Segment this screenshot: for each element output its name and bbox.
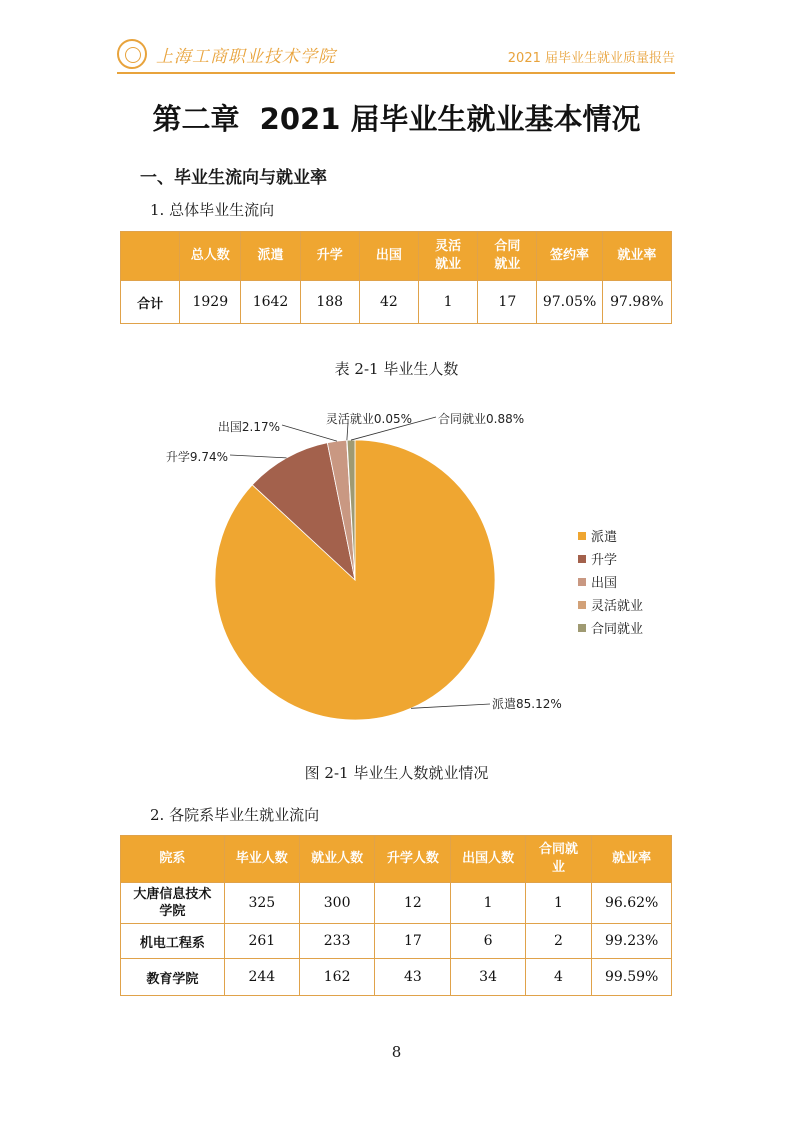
table-cell: 12: [375, 883, 451, 924]
table-caption: 表 2-1 毕业生人数: [334, 360, 459, 378]
table-cell: 教育学院: [121, 959, 225, 996]
header-cell: 就业率: [602, 232, 671, 281]
chapter-title: 第二章 2021 届毕业生就业基本情况: [152, 102, 641, 136]
table-row: [121, 281, 672, 324]
table-cell: 42: [359, 281, 418, 324]
legend-swatch: [578, 532, 586, 540]
header-cell: 就业率: [592, 836, 672, 883]
header-cell: 签约率: [537, 232, 602, 281]
table-cell: 99.59%: [592, 959, 672, 996]
table-cell: 1: [419, 281, 478, 324]
table-cell: 233: [299, 924, 374, 959]
table-cell: 96.62%: [592, 883, 672, 924]
legend-label: 出国: [591, 576, 618, 591]
overall-flow-table: [120, 231, 672, 324]
legend-swatch: [578, 555, 586, 563]
header-cell: 升学人数: [375, 836, 451, 883]
legend-swatch: [578, 578, 586, 586]
header-cell: [121, 232, 180, 281]
header-cell: 就业人数: [299, 836, 374, 883]
header-cell: 毕业人数: [224, 836, 299, 883]
table-cell: 2: [525, 924, 592, 959]
table-cell: 97.05%: [537, 281, 602, 324]
section-title: 一、毕业生流向与就业率: [140, 168, 327, 188]
legend-item: [578, 547, 643, 570]
table-cell: 机电工程系: [121, 924, 225, 959]
table-row: [121, 924, 672, 959]
table-cell: 1: [525, 883, 592, 924]
leader-line: [411, 704, 490, 708]
legend-label: 升学: [591, 553, 618, 568]
school-logo-icon: [117, 39, 147, 69]
table-cell: 1: [451, 883, 525, 924]
data-label: 派遣85.12%: [492, 697, 562, 711]
table-cell: 6: [451, 924, 525, 959]
subsection-title-1: 1. 总体毕业生流向: [150, 201, 275, 219]
header-cell: 派遣: [241, 232, 300, 281]
page-number: 8: [391, 1043, 402, 1061]
header-cell: 总人数: [180, 232, 241, 281]
header-cell: 升学: [300, 232, 359, 281]
subsection-title-2: 2. 各院系毕业生就业流向: [150, 806, 320, 824]
table-row: [121, 883, 672, 924]
table-cell: 325: [224, 883, 299, 924]
leader-line: [230, 455, 287, 458]
table-row: [121, 959, 672, 996]
legend-swatch: [578, 601, 586, 609]
table-cell: 大唐信息技术 学院: [121, 883, 225, 924]
data-label: 合同就业0.88%: [438, 412, 525, 426]
header-cell: 出国: [359, 232, 418, 281]
table-cell: 162: [299, 959, 374, 996]
legend-label: 派遣: [591, 530, 618, 545]
table-cell: 1929: [180, 281, 241, 324]
table-header-row: [121, 232, 672, 281]
table-header-row: [121, 836, 672, 883]
legend-item: [578, 524, 643, 547]
table-cell: 261: [224, 924, 299, 959]
department-flow-table: [120, 835, 672, 996]
legend-item: [578, 593, 643, 616]
header-cell: 灵活 就业: [419, 232, 478, 281]
table-cell: 188: [300, 281, 359, 324]
legend-label: 合同就业: [591, 622, 644, 637]
table-cell: 4: [525, 959, 592, 996]
table-cell: 合计: [121, 281, 180, 324]
figure-caption: 图 2-1 毕业生人数就业情况: [304, 764, 489, 782]
school-name: 上海工商职业技术学院: [156, 47, 336, 67]
table-cell: 99.23%: [592, 924, 672, 959]
table-cell: 244: [224, 959, 299, 996]
legend-item: [578, 570, 643, 593]
report-title: 2021 届毕业生就业质量报告: [507, 51, 675, 66]
header-cell: 合同 就业: [478, 232, 537, 281]
table-cell: 300: [299, 883, 374, 924]
legend-label: 灵活就业: [591, 599, 644, 614]
data-label: 出国2.17%: [217, 420, 280, 434]
legend-swatch: [578, 624, 586, 632]
table-cell: 43: [375, 959, 451, 996]
header-cell: 出国人数: [451, 836, 525, 883]
employment-pie-chart: [130, 395, 580, 725]
data-label: 升学9.74%: [165, 450, 228, 464]
table-cell: 97.98%: [602, 281, 671, 324]
leader-line: [282, 425, 337, 441]
legend-item: [578, 616, 643, 639]
table-cell: 1642: [241, 281, 300, 324]
table-cell: 17: [478, 281, 537, 324]
table-cell: 34: [451, 959, 525, 996]
header-cell: 合同就 业: [525, 836, 592, 883]
data-label: 灵活就业0.05%: [325, 412, 412, 426]
header-divider: [117, 72, 675, 74]
chart-legend: [578, 524, 643, 639]
header-cell: 院系: [121, 836, 225, 883]
table-cell: 17: [375, 924, 451, 959]
